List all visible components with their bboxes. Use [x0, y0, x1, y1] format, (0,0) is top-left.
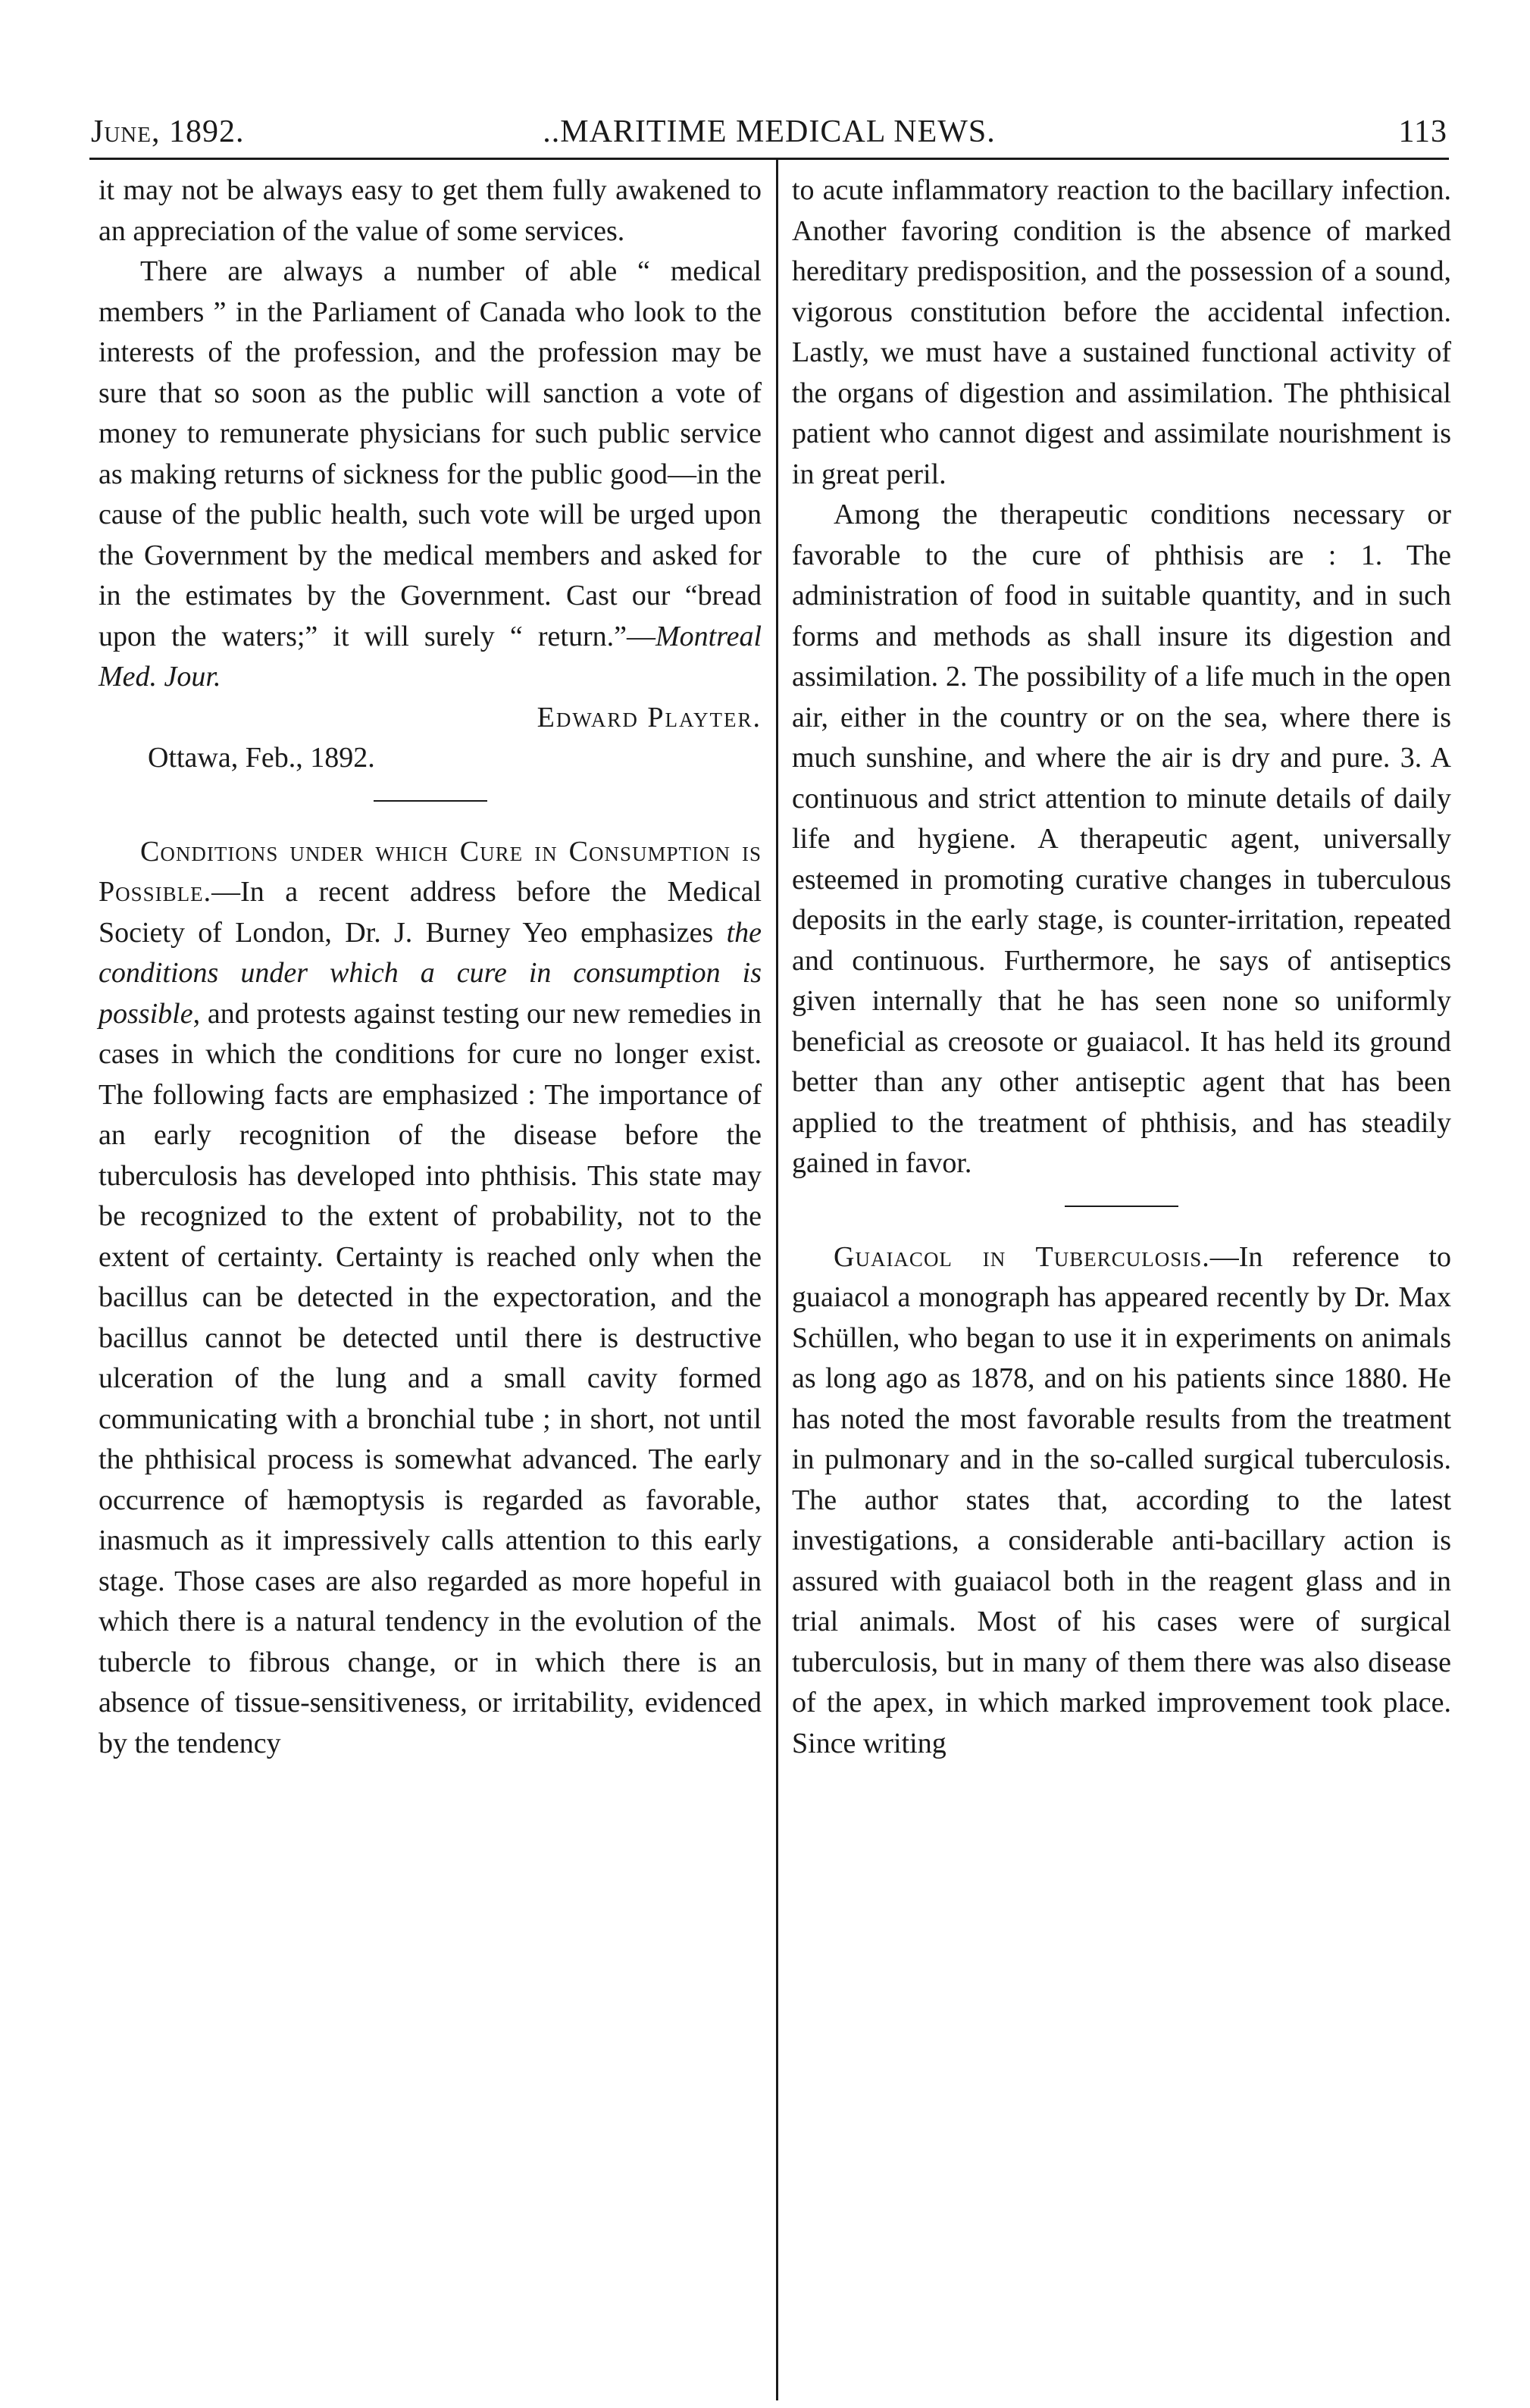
paragraph-medical-members [99, 252, 762, 698]
running-header [91, 114, 1447, 159]
article-heading: Conditions under which Cure in Consumption is Possible. [99, 835, 762, 908]
article-heading: Guaiacol in Tuberculosis. [834, 1240, 1210, 1273]
article-guaiacol [792, 1237, 1451, 1765]
author-signature: Edward Playter. [537, 701, 762, 733]
article-italic-phrase: the conditions under which a cure in consumption is possible [99, 916, 762, 1030]
journal-title: ..MARITIME MEDICAL NEWS. [543, 114, 996, 149]
article-text: , and protests against testing our new remedies in cases in which the conditions for cure no longer exist. The following facts are emphasized : The importance of an early recognition of the disease before the tuberculosis has developed into phthisis. This state may be recognized to the extent of probability, not to the extent of certainty. Certainty is reached only when the bacillus can be detected in the expectoration, and the bacillus cannot be detected until there is destructive ulceration of the lung and a small cavity formed communicating with a bronchial tube ; in short, not until the phthisical process is somewhat advanced. The early occurrence of hæmoptysis is regarded as favorable, inasmuch as it impressively calls attention to this early stage. Those cases are also regarded as more hopeful in which there is a natural tendency in the evolution of the tubercle to fibrous change, or in which there is an absence of tissue-sensitiveness, or irritability, evidenced by the tendency [99, 997, 762, 1759]
issue-date: June, 1892. [91, 114, 245, 149]
paragraph-continuation: to acute inflammatory reaction to the bacillary infection. Another favoring condition is the absence of marked hereditary predisposition, and the possession of a sound, vigorous constitution before the accidental infection. Lastly, we must have a sustained functional activity of the organs of digestion and assimilation. The phthisical patient who cannot digest and assimilate nourishment is in great peril. [792, 174, 1451, 490]
dateline: Ottawa, Feb., 1892. [148, 742, 375, 774]
paragraph-continuation: it may not be always easy to get them fully awakened to an appreciation of the value of some services. [99, 174, 762, 247]
right-column [792, 170, 1451, 1764]
source-citation: Montreal Med. Jour. [99, 620, 762, 693]
article-conditions-cure [99, 832, 762, 1765]
header-rule [89, 158, 1449, 160]
column-divider [776, 158, 778, 2400]
section-separator [374, 800, 487, 802]
article-text: —In a recent address before the Medical Society of London, Dr. J. Burney Yeo emphasizes [99, 876, 762, 949]
left-column [99, 170, 762, 1764]
paragraph-text: There are always a number of able “ medical members ” in the Parliament of Canada who look to the interests of the profession, and the profession may be sure that so soon as the public will sanction a vote of money to remunerate physicians for such public service as making returns of sickness for the public good—in the cause of the public health, such vote will be urged upon the Government by the medical members and asked for in the estimates by the Government. Cast our “bread upon the waters;” it will surely “ return.”— [99, 255, 762, 652]
paragraph-therapeutic-conditions: Among the therapeutic conditions necessary or favorable to the cure of phthisis are : 1. The administration of food in suitable quantity, and in such forms and methods as shall insure its digestion and assimilation. 2. The possibility of a life much in the open air, either in the country or on the sea, where there is much sunshine, and where the air is dry and pure. 3. A continuous and strict attention to minute details of daily life and hygiene. A therapeutic agent, universally esteemed in promoting curative changes in tuberculous deposits in the early stage, is counter-irritation, repeated and continuous. Furthermore, he says of antiseptics given internally that he has seen none so uniformly beneficial as creosote or guaiacol. It has held its ground better than any other antiseptic agent that has been applied to the treatment of phthisis, and has steadily gained in favor. [792, 499, 1451, 1179]
section-separator [1065, 1206, 1178, 1207]
page-number: 113 [1398, 114, 1447, 149]
article-text: —In reference to guaiacol a monograph has appeared recently by Dr. Max Schüllen, who began to use it in experiments on animals as long ago as 1878, and on his patients since 1880. He has noted the most favorable results from the treatment in pulmonary and in the so-called surgical tuberculosis. The author states that, according to the latest investigations, a considerable anti-bacillary action is assured with guaiacol both in the reagent glass and in trial animals. Most of his cases were of surgical tuberculosis, but in many of them there was also disease of the apex, in which marked improvement took place. Since writing [792, 1240, 1451, 1759]
